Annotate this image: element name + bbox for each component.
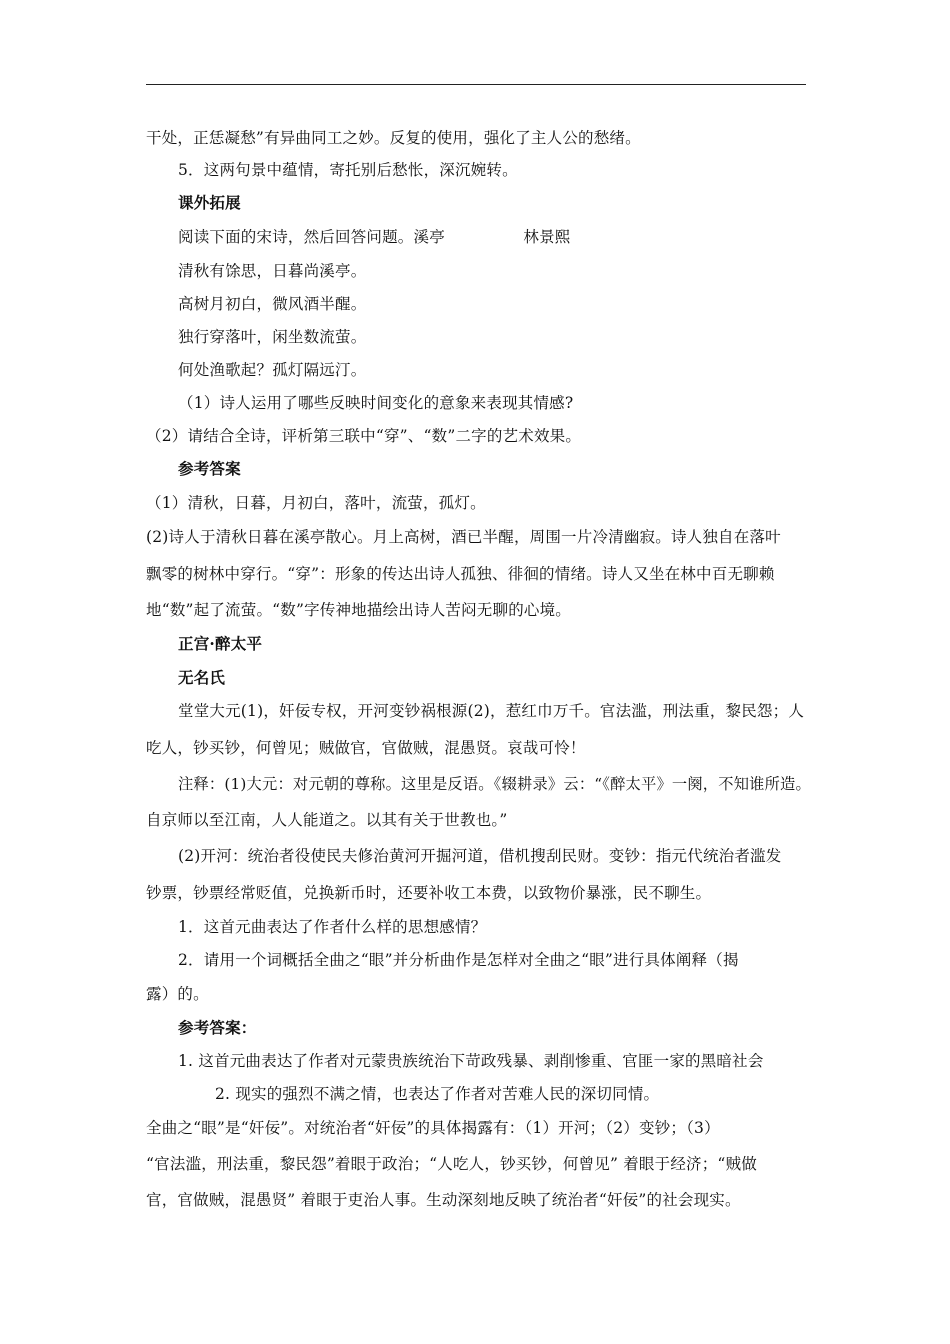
note-line: 钞票，钞票经常贬值，兑换新币时，还要补收工本费，以致物价暴涨，民不聊生。: [146, 884, 712, 902]
answer-line: (2)诗人于清秋日暮在溪亭散心。月上高树，酒已半醒，周围一片冷清幽寂。诗人独自在落叶: [146, 528, 781, 546]
text-line: 吃人，钞买钞，何曾见；贼做官，官做贼，混愚贤。哀哉可怜！: [146, 739, 586, 757]
answer-line: 2. 现实的强烈不满之情，也表达了作者对苦难人民的深切同情。: [215, 1085, 660, 1103]
poem-line: 何处渔歌起？孤灯隔远汀。: [178, 361, 367, 379]
note-line: 注释：(1)大元：对元朝的尊称。这里是反语。《辍耕录》云：“《醉太平》一阕，不知谁所造。: [178, 775, 811, 793]
question-line: 露）的。: [146, 985, 209, 1003]
text-line: 堂堂大元(1)，奸佞专权，开河变钞祸根源(2)，惹红巾万千。官法滥，刑法重，黎民怨；人: [178, 702, 805, 720]
section-heading: 课外拓展: [178, 193, 241, 212]
question-line: 1．这首元曲表达了作者什么样的思想感情？: [178, 918, 487, 936]
answer-line: 官，官做贼，混愚贤” 着眼于吏治人事。生动深刻地反映了统治者“奸佞”的社会现实。: [146, 1191, 741, 1209]
section-heading: 正宫·醉太平: [178, 634, 263, 653]
question-line: （2）请结合全诗，评析第三联中“穿”、“数”二字的艺术效果。: [146, 427, 582, 445]
answer-line: 全曲之“眼”是“奸佞”。对统治者“奸佞”的具体揭露有：（1）开河；（2）变钞；（3）: [146, 1119, 720, 1137]
poem-line: 高树月初白，微风酒半醒。: [178, 295, 367, 313]
note-line: 自京师以至江南，人人能道之。以其有关于世教也。”: [146, 811, 508, 829]
answer-line: 地“数”起了流萤。“数”字传神地描绘出诗人苦闷无聊的心境。: [146, 601, 571, 619]
text-line: 干处，正恁凝愁”有异曲同工之妙。反复的使用，强化了主人公的愁绪。: [146, 129, 641, 147]
section-heading: 参考答案: [178, 459, 241, 478]
poem-line: 清秋有馀思，日暮尚溪亭。: [178, 262, 367, 280]
author-heading: 无名氏: [178, 668, 226, 687]
section-heading: 参考答案：: [178, 1018, 257, 1037]
answer-line: 1. 这首元曲表达了作者对元蒙贵族统治下苛政残暴、剥削惨重、官匪一家的黑暗社会: [178, 1052, 764, 1070]
question-line: （1）诗人运用了哪些反映时间变化的意象来表现其情感?: [178, 394, 574, 412]
text-line: 5．这两句景中蕴情，寄托别后愁怅，深沉婉转。: [178, 161, 518, 179]
poem-line: 独行穿落叶，闲坐数流萤。: [178, 328, 367, 346]
note-line: (2)开河：统治者役使民夫修治黄河开掘河道，借机搜刮民财。变钞：指元代统治者滥发: [178, 847, 782, 865]
text-line: 阅读下面的宋诗，然后回答问题。溪亭 林景熙: [178, 228, 571, 246]
answer-line: “官法滥，刑法重，黎民怨”着眼于政治；“人吃人，钞买钞，何曾见” 着眼于经济；“贼做: [146, 1155, 757, 1173]
question-line: 2．请用一个词概括全曲之“眼”并分析曲作是怎样对全曲之“眼”进行具体阐释（揭: [178, 951, 739, 969]
answer-line: （1）清秋，日暮，月初白，落叶，流萤，孤灯。: [146, 494, 486, 512]
answer-line: 飘零的树林中穿行。“穿”：形象的传达出诗人孤独、徘徊的情绪。诗人又坐在林中百无聊赖: [146, 565, 775, 583]
header-rule: [146, 84, 806, 85]
